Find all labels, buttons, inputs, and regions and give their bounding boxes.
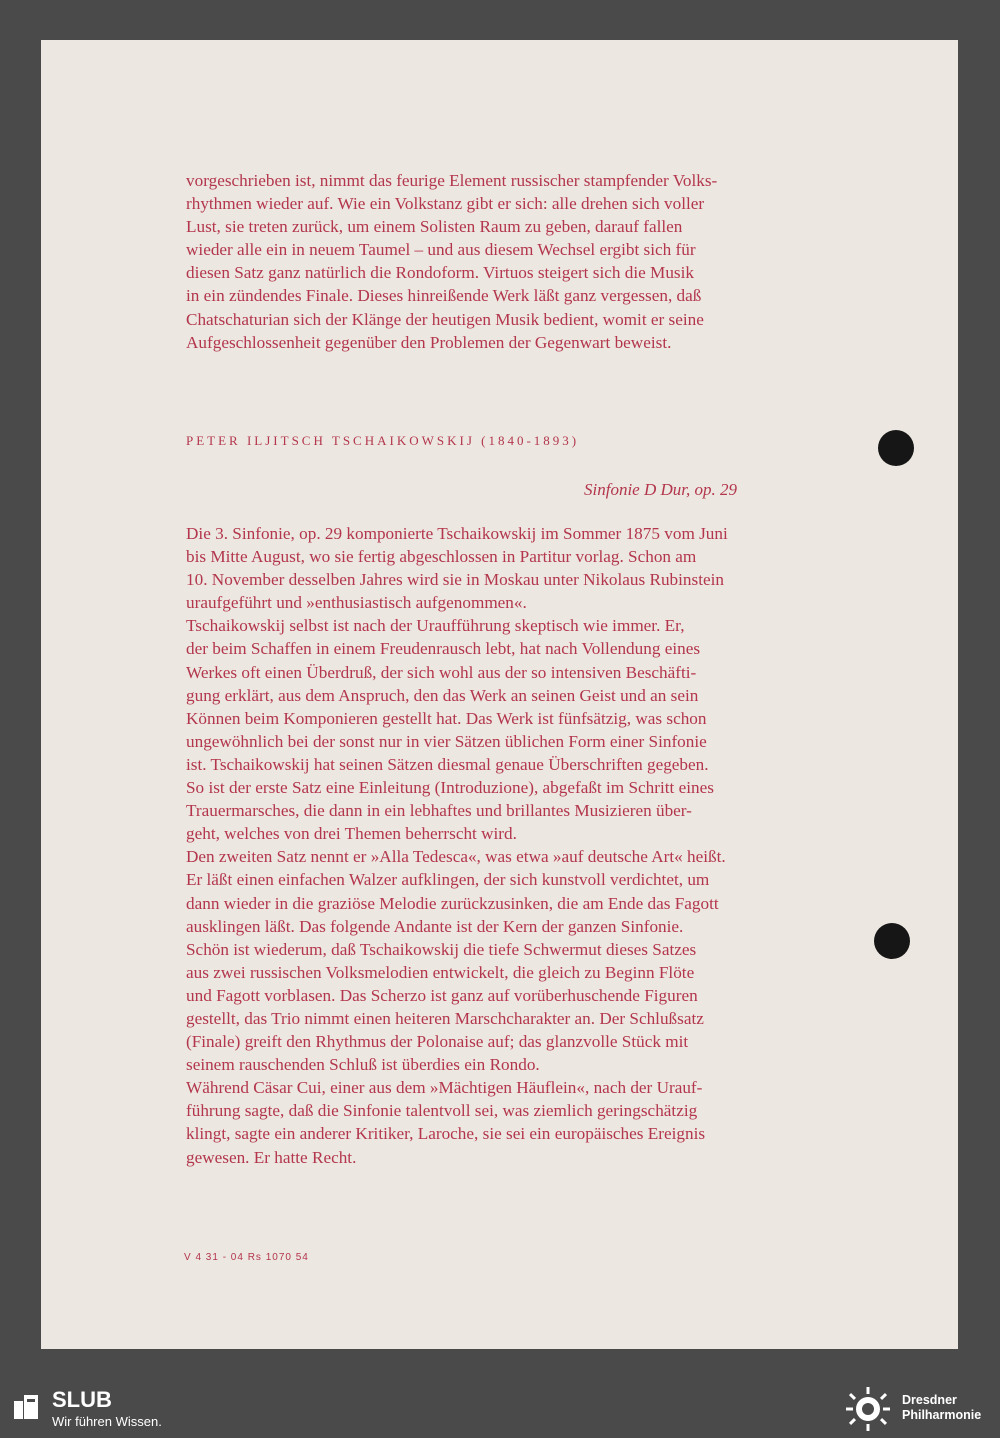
library-name[interactable]: SLUB <box>52 1387 112 1412</box>
footer-bar <box>0 1383 1000 1433</box>
philharmonie-logo-icon[interactable] <box>840 1385 896 1438</box>
text-line: wieder alle ein in neuem Taumel – und aus diesem Wechsel ergibt sich für <box>186 240 696 260</box>
text-line: Während Cäsar Cui, einer aus dem »Mächtigen Häuflein«, nach der Urauf- <box>186 1078 703 1098</box>
text-line: Die 3. Sinfonie, op. 29 komponierte Tschaikowskij im Sommer 1875 vom Juni <box>186 524 728 543</box>
text-line: (Finale) greift den Rhythmus der Polonaise auf; das glanzvolle Stück mit <box>186 1032 689 1052</box>
punch-hole-bottom <box>874 923 910 959</box>
text-line: geht, welches von drei Themen beherrscht wird. <box>186 824 517 844</box>
text-line: Lust, sie treten zurück, um einem Solisten Raum zu geben, darauf fallen <box>186 217 683 237</box>
text-line: So ist der erste Satz eine Einleitung (Introduzione), abgefaßt im Schritt eines <box>186 778 714 798</box>
text-line: Chatschaturian sich der Klänge der heutigen Musik bedient, womit er seine <box>186 309 704 329</box>
text-line: und Fagott vorblasen. Das Scherzo ist ganz auf vorüberhuschende Figuren <box>186 985 698 1005</box>
partner-name[interactable] <box>902 1393 981 1423</box>
text-line: Können beim Komponieren gestellt hat. Das Werk ist fünfsätzig, was schon <box>186 708 707 728</box>
text-line: ungewöhnlich bei der sonst nur in vier Sätzen üblichen Form einer Sinfonie <box>186 731 707 751</box>
text-line: Schön ist wiederum, daß Tschaikowskij die tiefe Schwermut dieses Satzes <box>186 939 697 959</box>
text-line: Aufgeschlossenheit gegenüber den Problemen der Gegenwart beweist. <box>186 332 672 352</box>
text-line: Tschaikowskij selbst ist nach der Uraufführung skeptisch wie immer. Er, <box>186 616 685 636</box>
text-line: uraufgeführt und »enthusiastisch aufgenommen«. <box>186 593 527 613</box>
text-line: führung sagte, daß die Sinfonie talentvoll sei, was ziemlich geringschätzig <box>186 1101 698 1121</box>
composer-heading: PETER ILJITSCH TSCHAIKOWSKIJ (1840-1893) <box>186 433 580 448</box>
text-line: in ein zündendes Finale. Dieses hinreißende Werk läßt ganz vergessen, daß <box>186 286 702 306</box>
text-line: ausklingen läßt. Das folgende Andante ist der Kern der ganzen Sinfonie. <box>186 916 684 936</box>
text-line: 10. November desselben Jahres wird sie in Moskau unter Nikolaus Rubinstein <box>186 570 724 590</box>
print-code: V 4 31 - 04 Rs 1070 54 <box>184 1252 309 1263</box>
text-line: Werkes oft einen Überdruß, der sich wohl aus der so intensiven Beschäfti- <box>186 662 697 682</box>
body-paragraph <box>186 522 856 1169</box>
text-line: rhythmen wieder auf. Wie ein Volkstanz gibt er sich: alle drehen sich voller <box>186 194 705 214</box>
work-title: Sinfonie D Dur, op. 29 <box>584 480 737 499</box>
text-line: diesen Satz ganz natürlich die Rondoform. Virtuos steigert sich die Musik <box>186 263 694 283</box>
text-line: Den zweiten Satz nennt er »Alla Tedesca«, was etwa »auf deutsche Art« heißt. <box>186 847 726 867</box>
text-line: dann wieder in die graziöse Melodie zurückzusinken, die am Ende das Fagott <box>186 893 719 913</box>
text-line: klingt, sagte ein anderer Kritiker, Laroche, sie sei ein europäisches Ereignis <box>186 1124 706 1144</box>
partner-name-line1: Dresdner <box>902 1393 957 1407</box>
text-line: aus zwei russischen Volksmelodien entwickelt, die gleich zu Beginn Flöte <box>186 962 695 982</box>
text-line: gung erklärt, aus dem Anspruch, den das Werk an seinen Geist und an sein <box>186 685 699 705</box>
library-tagline: Wir führen Wissen. <box>52 1414 162 1429</box>
punch-hole-top <box>878 430 914 466</box>
intro-paragraph <box>186 169 856 354</box>
text-line: bis Mitte August, wo sie fertig abgeschlossen in Partitur vorlag. Schon am <box>186 547 697 567</box>
text-line: Er läßt einen einfachen Walzer aufklingen, der sich kunstvoll verdichtet, um <box>186 870 710 890</box>
text-line: seinem rauschenden Schluß ist überdies ein Rondo. <box>186 1055 540 1075</box>
text-line: Trauermarsches, die dann in ein lebhaftes und brillantes Musizieren über- <box>186 801 692 821</box>
text-line: der beim Schaffen in einem Freudenrausch lebt, hat nach Vollendung eines <box>186 639 701 659</box>
text-line: ist. Tschaikowskij hat seinen Sätzen diesmal genaue Überschriften gegeben. <box>186 754 709 774</box>
slub-logo-icon[interactable] <box>12 1391 42 1426</box>
text-line: vorgeschrieben ist, nimmt das feurige Element russischer stampfender Volks- <box>186 171 718 190</box>
text-line: gestellt, das Trio nimmt einen heiteren Marschcharakter an. Der Schlußsatz <box>186 1008 704 1028</box>
text-line: gewesen. Er hatte Recht. <box>186 1147 357 1167</box>
partner-name-line2: Philharmonie <box>902 1408 982 1422</box>
